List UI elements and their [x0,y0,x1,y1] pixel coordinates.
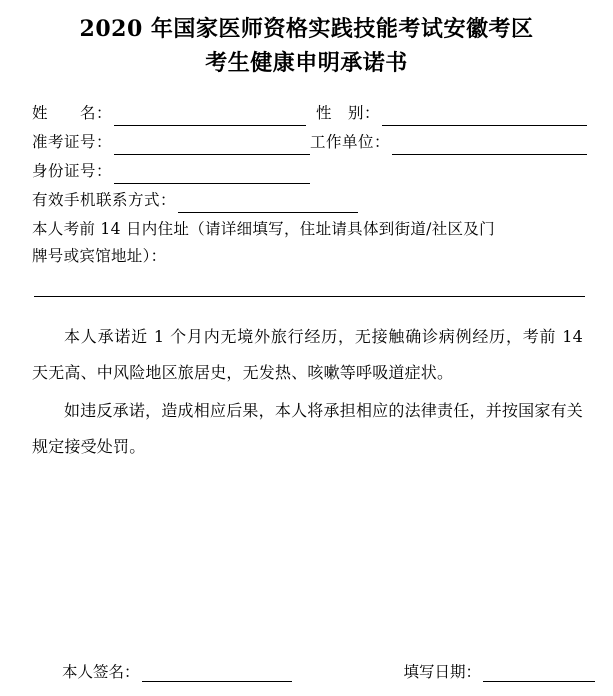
work-unit-input[interactable] [392,137,587,155]
title-line-1: 2020 年国家医师资格实践技能考试安徽考区 [79,16,534,42]
name-label: 姓 名： [32,104,113,122]
document-title [18,0,595,80]
gender-label: 性 别： [316,104,381,122]
signature-input[interactable] [142,664,292,682]
id-number-input[interactable] [114,166,310,184]
field-row-phone [32,187,587,213]
pledge-paragraph-2: 如违反承诺，造成相应后果，本人将承担相应的法律责任，并按国家有关规定接受处罚。 [32,401,583,456]
title-line-2: 考生健康申明承诺书 [205,50,408,76]
name-input[interactable] [114,108,306,126]
date-label: 填写日期： [403,663,482,681]
signature-row [18,660,595,682]
phone-input[interactable] [178,195,358,213]
exam-number-input[interactable] [114,137,310,155]
pledge-paragraph-1: 本人承诺近 1 个月内无境外旅行经历，无接触确诊病例经历，考前 14 天无高、中风险地区旅居史，无发热、咳嗽等呼吸道症状。 [32,327,583,382]
address-label-line-1: 本人考前 14 日内住址（请详细填写，住址请具体到街道/社区及门 [32,220,495,238]
gender-input[interactable] [382,108,587,126]
field-row-id-number [32,158,587,184]
id-number-label: 身份证号： [32,162,113,180]
exam-number-label: 准考证号： [32,133,113,151]
signature-label: 本人签名： [62,663,140,681]
phone-label: 有效手机联系方式： [32,191,177,209]
pledge-body [18,319,595,465]
address-label-line-2: 牌号或宾馆地址）： [32,247,167,265]
work-unit-label: 工作单位： [310,133,391,151]
field-row-examnumber-workunit [32,129,587,155]
form-fields [18,100,595,297]
address-input[interactable] [34,276,585,297]
date-input[interactable] [483,664,595,682]
field-row-name-gender [32,100,587,126]
